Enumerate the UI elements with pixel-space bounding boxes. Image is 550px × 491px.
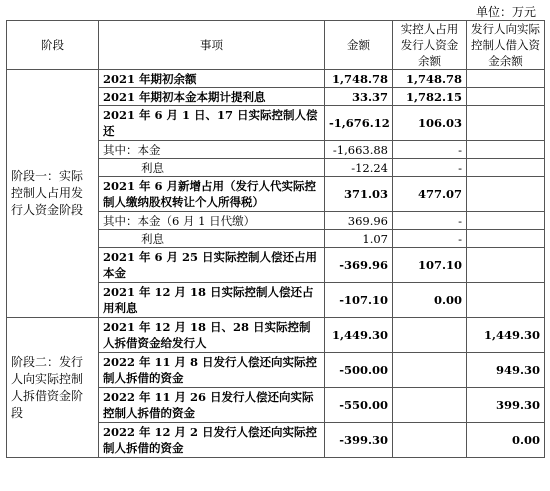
- amount-cell: -500.00: [325, 353, 393, 388]
- issuer-balance-cell: [467, 212, 545, 230]
- issuer-balance-cell: [467, 283, 545, 318]
- amount-cell: 1.07: [325, 230, 393, 248]
- item-cell: 2022 年 11 月 26 日发行人偿还向实际控制人拆借的资金: [99, 388, 325, 423]
- issuer-balance-cell: 949.30: [467, 353, 545, 388]
- amount-cell: -12.24: [325, 159, 393, 177]
- item-cell: 2021 年 12 月 18 日、28 日实际控制人拆借资金给发行人: [99, 318, 325, 353]
- controller-balance-cell: 477.07: [393, 177, 467, 212]
- item-cell: 2021 年期初本金本期计提利息: [99, 88, 325, 106]
- stage-two-cell: 阶段二：发行人向实际控制人拆借资金阶段: [7, 318, 99, 458]
- issuer-balance-cell: [467, 88, 545, 106]
- item-cell: 2022 年 12 月 2 日发行人偿还向实际控制人拆借的资金: [99, 423, 325, 458]
- table-row: [7, 70, 545, 88]
- controller-balance-cell: 1,782.15: [393, 88, 467, 106]
- header-amount: 金额: [325, 21, 393, 70]
- header-controller-balance: 实控人占用发行人资金余额: [393, 21, 467, 70]
- header-item: 事项: [99, 21, 325, 70]
- amount-cell: -399.30: [325, 423, 393, 458]
- amount-cell: 33.37: [325, 88, 393, 106]
- controller-balance-cell: 0.00: [393, 283, 467, 318]
- controller-balance-cell: [393, 423, 467, 458]
- issuer-balance-cell: 399.30: [467, 388, 545, 423]
- amount-cell: -1,663.88: [325, 141, 393, 159]
- item-cell: 其中：本金: [99, 141, 325, 159]
- item-cell: 2021 年期初余额: [99, 70, 325, 88]
- amount-cell: -107.10: [325, 283, 393, 318]
- header-issuer-balance: 发行人向实际控制人借入资金余额: [467, 21, 545, 70]
- item-cell: 2022 年 11 月 8 日发行人偿还向实际控制人拆借的资金: [99, 353, 325, 388]
- issuer-balance-cell: 1,449.30: [467, 318, 545, 353]
- issuer-balance-cell: [467, 141, 545, 159]
- issuer-balance-cell: [467, 177, 545, 212]
- controller-balance-cell: -: [393, 141, 467, 159]
- item-cell: 2021 年 6 月 25 日实际控制人偿还占用本金: [99, 248, 325, 283]
- issuer-balance-cell: 0.00: [467, 423, 545, 458]
- header-stage: 阶段: [7, 21, 99, 70]
- issuer-balance-cell: [467, 106, 545, 141]
- item-cell: 其中：本金（6 月 1 日代缴）: [99, 212, 325, 230]
- controller-balance-cell: 107.10: [393, 248, 467, 283]
- amount-cell: -550.00: [325, 388, 393, 423]
- table-body: [7, 70, 545, 458]
- fund-occupation-table: [6, 20, 545, 458]
- amount-cell: 1,748.78: [325, 70, 393, 88]
- issuer-balance-cell: [467, 70, 545, 88]
- stage-one-cell: 阶段一：实际控制人占用发行人资金阶段: [7, 70, 99, 318]
- controller-balance-cell: [393, 388, 467, 423]
- controller-balance-cell: 106.03: [393, 106, 467, 141]
- issuer-balance-cell: [467, 248, 545, 283]
- controller-balance-cell: -: [393, 230, 467, 248]
- item-cell: 2021 年 12 月 18 日实际控制人偿还占用利息: [99, 283, 325, 318]
- amount-cell: 1,449.30: [325, 318, 393, 353]
- header-row: [7, 21, 545, 70]
- amount-cell: 371.03: [325, 177, 393, 212]
- item-cell: 2021 年 6 月新增占用（发行人代实际控制人缴纳股权转让个人所得税）: [99, 177, 325, 212]
- issuer-balance-cell: [467, 230, 545, 248]
- controller-balance-cell: 1,748.78: [393, 70, 467, 88]
- controller-balance-cell: [393, 353, 467, 388]
- item-cell: 利息: [99, 159, 325, 177]
- amount-cell: -1,676.12: [325, 106, 393, 141]
- table-row: [7, 318, 545, 353]
- amount-cell: 369.96: [325, 212, 393, 230]
- item-cell: 2021 年 6 月 1 日、17 日实际控制人偿还: [99, 106, 325, 141]
- controller-balance-cell: [393, 318, 467, 353]
- amount-cell: -369.96: [325, 248, 393, 283]
- issuer-balance-cell: [467, 159, 545, 177]
- controller-balance-cell: -: [393, 159, 467, 177]
- item-cell: 利息: [99, 230, 325, 248]
- unit-label: 单位：万元: [475, 5, 536, 19]
- controller-balance-cell: -: [393, 212, 467, 230]
